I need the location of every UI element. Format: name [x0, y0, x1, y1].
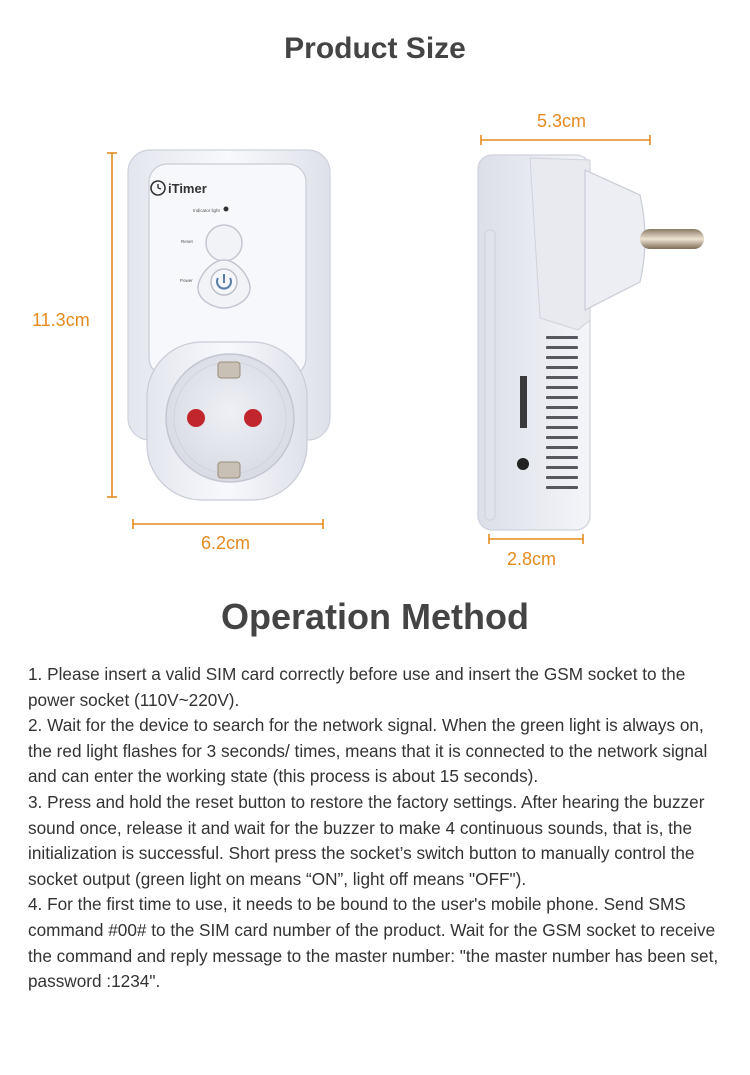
side-width-label: 5.3cm: [537, 111, 587, 131]
side-hole: [517, 458, 529, 470]
front-height-label: 11.3cm: [32, 310, 90, 330]
operation-method-heading: Operation Method: [221, 596, 529, 637]
product-size-heading: Product Size: [284, 32, 466, 65]
socket-hole-right: [244, 409, 262, 427]
plug-pin: [640, 229, 704, 249]
side-width-dimension: [481, 135, 650, 145]
power-label: Power: [180, 278, 193, 283]
brand-label: iTimer: [168, 181, 207, 196]
instruction-step: 4. For the first time to use, it needs to be bound to the user's mobile phone. Send SMS command #00# to the SIM card number of the product. Wait for the GSM socket to receive the command and reply message to the master number: "the master number has been set, password :1234".: [28, 894, 719, 992]
indicator-label: Indicator light: [193, 208, 220, 213]
instructions-list: [28, 662, 728, 995]
sim-slot: [520, 376, 527, 428]
front-height-dimension: [107, 153, 117, 497]
side-depth-dimension: [489, 534, 583, 544]
reset-button: [206, 225, 242, 261]
reset-label: Reset: [181, 239, 193, 244]
front-width-dimension: [133, 519, 323, 529]
instruction-step: 3. Press and hold the reset button to restore the factory settings. After hearing the buzzer sound once, release it and wait for the buzzer to make 4 continuous sounds, that is, the initialization is successful. Short press the socket’s switch button to manually control the socket output (green light on means “ON”, light off means "OFF").: [28, 791, 705, 889]
instruction-step: 2. Wait for the device to search for the network signal. When the green light is always on, the red light flashes for 3 seconds/ times, means that it is connected to the network signal and can enter the working state (this process is about 15 seconds).: [28, 715, 708, 787]
socket-hole-left: [187, 409, 205, 427]
front-view-device: [128, 150, 330, 500]
side-view-device: [478, 155, 704, 530]
front-width-label: 6.2cm: [201, 533, 251, 553]
instruction-step: 1. Please insert a valid SIM card correctly before use and insert the GSM socket to the power socket (110V~220V).: [28, 664, 686, 710]
side-depth-label: 2.8cm: [507, 549, 557, 569]
